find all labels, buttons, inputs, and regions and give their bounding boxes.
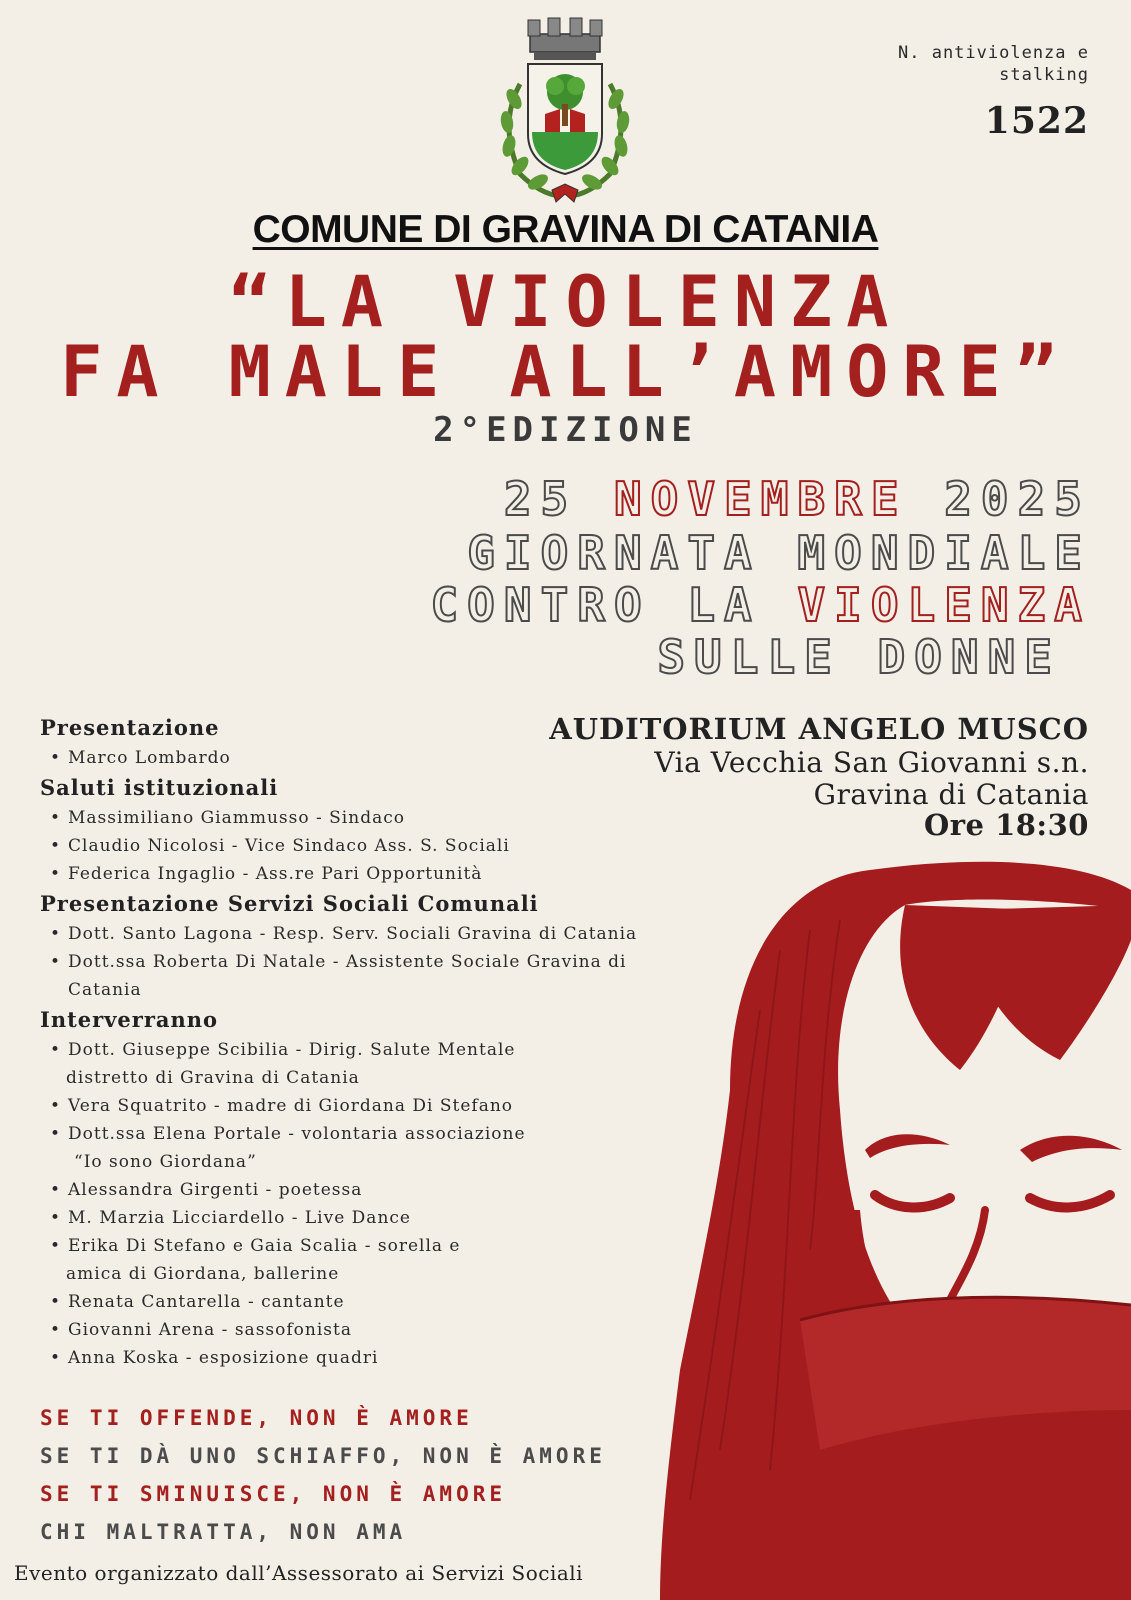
hotline-label-line2: stalking — [999, 65, 1089, 85]
hotline-label-line1: N. antiviolenza e — [898, 43, 1089, 63]
list-item-text: Erika Di Stefano e Gaia Scalia - sorella e — [68, 1236, 461, 1256]
coat-of-arms-icon — [490, 14, 640, 204]
date-day: 25 — [503, 472, 578, 526]
list-item — [40, 1232, 740, 1288]
list-item-continuation: Catania — [68, 980, 142, 1000]
list-item: • Vera Squatrito - madre di Giordana Di Stefano — [40, 1092, 740, 1120]
list-servizi — [40, 920, 740, 1004]
list-item: • Giovanni Arena - sassofonista — [40, 1316, 740, 1344]
program-list — [40, 712, 740, 1372]
list-saluti — [40, 804, 740, 888]
hotline-number: 1522 — [984, 100, 1089, 142]
municipality-name: COMUNE DI GRAVINA DI CATANIA — [252, 208, 879, 251]
list-item-continuation: amica di Giordana, ballerine — [66, 1264, 340, 1284]
organizer-footer: Evento organizzato dall’Assessorato ai Servizi Sociali — [14, 1561, 584, 1585]
section-heading-presentazione: Presentazione — [40, 715, 220, 740]
venue-address: Via Vecchia San Giovanni s.n. — [654, 746, 1089, 779]
list-item: • Renata Cantarella - cantante — [40, 1288, 740, 1316]
section-heading-saluti: Saluti istituzionali — [40, 775, 279, 800]
date-year: 2025 — [944, 472, 1091, 526]
list-item — [40, 1036, 740, 1092]
occasion-line-3 — [657, 630, 1061, 684]
title-line-2: FA MALE ALL’AMORE” — [60, 331, 1071, 413]
occasion-line-2-b: VIOLENZA — [797, 578, 1091, 632]
event-time: Ore 18:30 — [923, 808, 1089, 842]
occasion-line-1-text: GIORNATA MONDIALE — [467, 526, 1091, 580]
occasion-line-3-text: SULLE DONNE — [657, 630, 1061, 684]
title-line-1: “LA VIOLENZA — [228, 261, 903, 343]
list-item-continuation: “Io sono Giordana” — [74, 1152, 257, 1172]
list-item: • Anna Koska - esposizione quadri — [40, 1344, 740, 1372]
slogan-1: SE TI OFFENDE, NON È AMORE — [40, 1406, 473, 1430]
list-item: • Dott. Santo Lagona - Resp. Serv. Sociali Gravina di Catania — [40, 920, 740, 948]
list-item-continuation: distretto di Gravina di Catania — [66, 1068, 360, 1088]
hotline-label — [829, 42, 1089, 86]
slogan-4: CHI MALTRATTA, NON AMA — [40, 1520, 407, 1544]
list-interverranno — [40, 1036, 740, 1372]
list-item-text: Dott. Giuseppe Scibilia - Dirig. Salute Mentale — [68, 1040, 516, 1060]
list-item-text: Dott.ssa Elena Portale - volontaria associazione — [68, 1124, 526, 1144]
list-item: • Claudio Nicolosi - Vice Sindaco Ass. S. Sociali — [40, 832, 740, 860]
list-item — [40, 1120, 740, 1176]
list-presentazione — [40, 744, 740, 772]
event-date — [504, 472, 1091, 526]
list-item-text: Dott.ssa Roberta Di Natale - Assistente Sociale Gravina di — [68, 952, 627, 972]
venue-city: Gravina di Catania — [813, 778, 1089, 811]
list-item: • M. Marzia Licciardello - Live Dance — [40, 1204, 740, 1232]
slogan-3: SE TI SMINUISCE, NON È AMORE — [40, 1482, 507, 1506]
slogan-2: SE TI DÀ UNO SCHIAFFO, NON È AMORE — [40, 1444, 606, 1468]
list-item: • Marco Lombardo — [40, 744, 740, 772]
section-heading-servizi: Presentazione Servizi Sociali Comunali — [40, 891, 539, 916]
venue-name: AUDITORIUM ANGELO MUSCO — [549, 712, 1089, 746]
section-heading-interverranno: Interverranno — [40, 1007, 219, 1032]
edition-label: 2°EDIZIONE — [433, 410, 698, 450]
occasion-line-2 — [430, 578, 1091, 632]
date-month: NOVEMBRE — [613, 472, 908, 526]
list-item — [40, 948, 740, 1004]
list-item: • Alessandra Girgenti - poetessa — [40, 1176, 740, 1204]
occasion-line-2-a: CONTRO LA — [430, 578, 761, 632]
list-item: • Massimiliano Giammusso - Sindaco — [40, 804, 740, 832]
list-item: • Federica Ingaglio - Ass.re Pari Opportunità — [40, 860, 740, 888]
occasion-line-1 — [467, 526, 1091, 580]
municipality-heading — [0, 208, 1131, 252]
